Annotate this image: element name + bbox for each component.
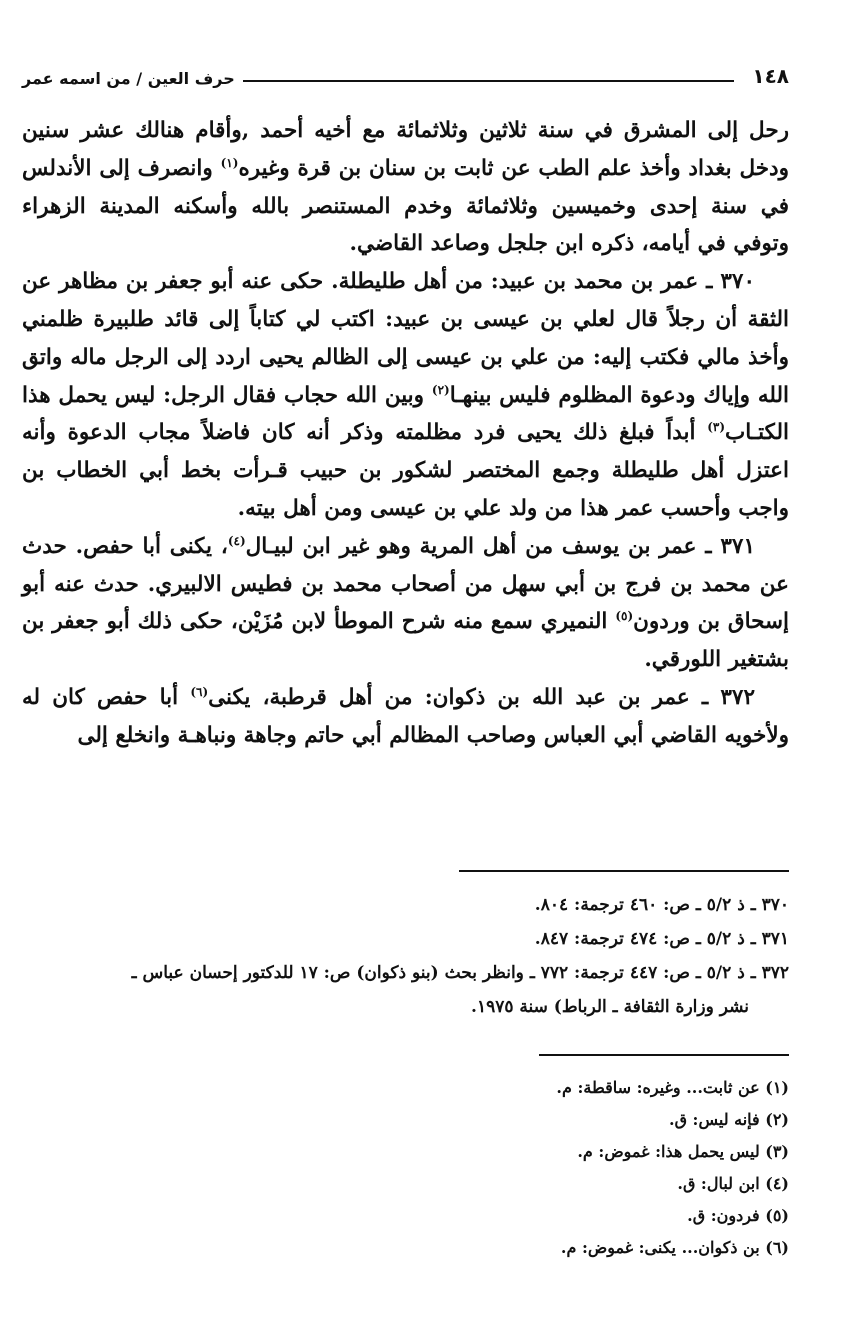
references-divider [459,870,789,872]
footnote-2: (٢) فإنه ليس: ق. [669,1110,789,1129]
footnote-6: (٦) بن ذكوان... يكنى: غموض: م. [560,1238,789,1257]
reference-370: ٣٧٠ ـ ذ ٥/٢ ـ ص: ٤٦٠ ترجمة: ٨٠٤. [534,895,789,915]
footnote-5: (٥) فردون: ق. [687,1206,789,1225]
running-title: حرف العين / من اسمه عمر [22,69,235,88]
footnote-3: (٣) ليس يحمل هذا: غموض: م. [577,1142,789,1161]
main-text [22,112,789,755]
footnote-marker-5: (٥) [615,609,634,624]
footnotes [22,1072,789,1264]
reference-372-continued: نشر وزارة الثقافة ـ الرباط) سنة ١٩٧٥. [471,997,749,1017]
footnote-marker-1: (١) [220,155,239,170]
footnote-1: (١) عن ثابت... وغيره: ساقطة: م. [556,1078,789,1097]
reference-371: ٣٧١ ـ ذ ٥/٢ ـ ص: ٤٧٤ ترجمة: ٨٤٧. [534,929,789,949]
footnote-marker-3: (٣) [707,420,726,435]
entry-372: ٣٧٢ ـ عمر بن عبد الله بن ذكوان: من أهل قرطبة، يكنى$^{(٦)}$ أبا حفص كان له ولأخويه القاضي أبي العباس وصاحب المظالم أبي حاتم وجاهة ونباهـة وانخلع إلى [22,684,789,748]
footnote-marker-4: (٤) [227,533,246,548]
entry-371: ٣٧١ ـ عمر بن يوسف من أهل المرية وهو غير ابن لبيـال$^{(٤)}$، يكنى أبا حفص. حدث عن محمد بن فرج بن أبي سهل من أصحاب محمد بن فطيس الالبيري. حدث عنه أبو إسحاق بن وردون$^{(٥)}$ النميري سمع منه شرح الموطأ لابن مُزَيْن، حكى ذلك أبو جعفر بن بشتغير اللورقي. [22,533,789,673]
page-number: ١٤٨ [752,64,789,88]
intro-paragraph: رحل إلى المشرق في سنة ثلاثين وثلاثمائة مع أخيه أحمد ,وأقام هنالك عشر سنين ودخل بغداد وأخذ علم الطب عن ثابت بن سنان بن قرة وغيره$^{(١)}$ وانصرف إلى الأندلس في سنة إحدى وخميسين وثلاثمائة وخدم المستنصر بالله وأسكنه المدينة الزهراء وتوفي في أيامه، ذكره ابن جلجل وصاعد القاضي. [22,118,790,257]
footnote-4: (٤) ابن لبال: ق. [677,1174,789,1193]
footnotes-divider [539,1054,789,1056]
header-rule [243,79,735,82]
entry-370: ٣٧٠ ـ عمر بن محمد بن عبيد: من أهل طليطلة. حكى عنه أبو جعفر بن مظاهر عن الثقة أن رجلاً قال لعلي بن عيسى بن عبيد: اكتب لي كتاباً إلى قائد طلبيرة ظلمني وأخذ مالي فكتب إليه: من علي بن عيسى إلى الظالم يحيى اردد إلى الرجل ماله واتق الله وإياك ودعوة المظلوم فليس بينهـا$^{(٢)}$ وبين الله حجاب فقال الرجل: ليس يحمل هذا الكتـاب$^{(٣)}$ أبداً فبلغ ذلك يحيى فرد مظلمته وذكر أنه كان فاضلاً مجاب الدعوة وأنه اعتزل أهل طليطلة وجمع المختصر لشكور بن حبيب قـرأت بخط أبي الخطاب بن واجب وأحسب عمر هذا من ولد علي بن عيسى ومن أهل بيته. [22,269,789,521]
footnote-marker-6: (٦) [190,684,209,699]
footnote-marker-2: (٢) [431,382,450,397]
reference-372: ٣٧٢ ـ ذ ٥/٢ ـ ص: ٤٤٧ ترجمة: ٧٧٢ ـ وانظر بحث (بنو ذكوان) ص: ١٧ للدكتور إحسان عباس ـ [131,963,789,983]
source-references [22,888,789,1024]
page-header [22,58,789,88]
